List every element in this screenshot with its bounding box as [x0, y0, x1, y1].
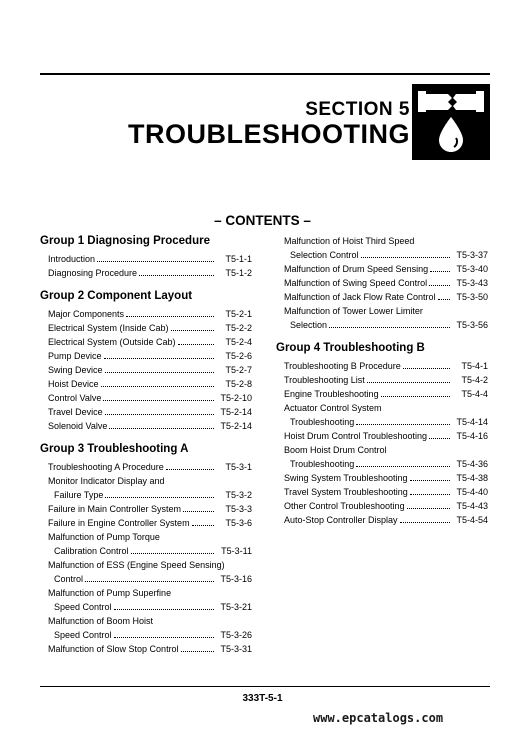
toc-entry-title: Engine Troubleshooting [284, 389, 379, 399]
toc-page-ref: T5-4-43 [456, 501, 488, 511]
toc-leader-dots [430, 271, 450, 272]
toc-page-ref: T5-3-21 [220, 602, 252, 612]
toc-entry-line [40, 321, 252, 335]
toc-entry[interactable] [40, 474, 252, 502]
toc-page-ref: T5-2-8 [225, 379, 252, 389]
toc-entry-line [40, 460, 252, 474]
toc-entry[interactable] [40, 405, 252, 419]
toc-entry-line [40, 488, 252, 502]
toc-column-left [40, 234, 252, 656]
toc-leader-dots [429, 285, 450, 286]
toc-entry-line [276, 499, 488, 513]
toc-page-ref: T5-3-31 [220, 644, 252, 654]
toc-entry-line [40, 266, 252, 280]
toc-entry[interactable] [276, 262, 488, 276]
toc-entry-title: Failure Type [54, 490, 104, 500]
toc-entry[interactable] [40, 502, 252, 516]
toc-page-ref: T5-2-6 [225, 351, 252, 361]
toc-entry-line [276, 485, 488, 499]
toc-leader-dots [103, 400, 214, 401]
toc-entry[interactable] [40, 558, 252, 586]
toc-page-ref: T5-4-4 [461, 389, 488, 399]
toc-page-ref: T5-3-43 [456, 278, 488, 288]
toc-entry-title: Auto-Stop Controller Display [284, 515, 398, 525]
toc-entry-line [276, 290, 488, 304]
toc-page-ref: T5-2-10 [220, 393, 252, 403]
toc-leader-dots [105, 497, 214, 498]
toc-entry-line [276, 401, 488, 415]
toc-entry-line [276, 457, 488, 471]
toc-entry-line [276, 387, 488, 401]
toc-page-ref: T5-4-14 [456, 417, 488, 427]
toc-entry-title: Electrical System (Inside Cab) [48, 323, 169, 333]
toc-entry-title: Malfunction of Tower Lower Limiter [284, 306, 423, 316]
toc-entry[interactable] [276, 359, 488, 373]
toc-leader-dots [105, 414, 214, 415]
toc-leader-dots [85, 581, 214, 582]
toc-entry-line [40, 405, 252, 419]
toc-entry[interactable] [276, 471, 488, 485]
toc-leader-dots [105, 372, 214, 373]
toc-entry-line [40, 252, 252, 266]
toc-entry-line [40, 614, 252, 628]
toc-entry-title: Travel Device [48, 407, 103, 417]
toc-entry-line [40, 502, 252, 516]
toc-entry[interactable] [40, 391, 252, 405]
toc-page-ref: T5-1-2 [225, 268, 252, 278]
toc-entry[interactable] [276, 304, 488, 332]
toc-entry[interactable] [40, 321, 252, 335]
toc-entry[interactable] [40, 642, 252, 656]
toc-entry-title: Malfunction of Hoist Third Speed [284, 236, 415, 246]
toc-leader-dots [356, 466, 450, 467]
toc-page-ref: T5-4-38 [456, 473, 488, 483]
toc-page-ref: T5-3-40 [456, 264, 488, 274]
toc-entry-title: Control Valve [48, 393, 102, 403]
toc-leader-dots [410, 480, 450, 481]
toc-entry-title: Troubleshooting A Procedure [48, 462, 164, 472]
toc-entry-line [276, 373, 488, 387]
toc-entry-title: Selection Control [290, 250, 359, 260]
toc-entry-title: Calibration Control [54, 546, 129, 556]
toc-entry[interactable] [40, 363, 252, 377]
toc-entry[interactable] [276, 429, 488, 443]
toc-entry-title: Malfunction of Drum Speed Sensing [284, 264, 429, 274]
top-rule [40, 73, 490, 75]
toc-leader-dots [381, 396, 450, 397]
toc-entry-title: Introduction [48, 254, 96, 264]
toc-page-ref: T5-3-50 [456, 292, 488, 302]
toc-leader-dots [97, 261, 214, 262]
toc-entry-title: Troubleshooting [290, 417, 355, 427]
toc-entry[interactable] [40, 530, 252, 558]
toc-entry[interactable] [40, 307, 252, 321]
toc-page-ref: T5-3-37 [456, 250, 488, 260]
toc-entry-title: Troubleshooting B Procedure [284, 361, 401, 371]
toc-leader-dots [181, 651, 214, 652]
toc-entry-line [276, 318, 488, 332]
toc-entry-title: Monitor Indicator Display and [48, 476, 165, 486]
toc-entry-line [40, 628, 252, 642]
toc-page-ref: T5-2-7 [225, 365, 252, 375]
toc-entry-line [40, 307, 252, 321]
toc-entry[interactable] [40, 614, 252, 642]
toc-leader-dots [361, 257, 450, 258]
toc-entry-title: Swing System Troubleshooting [284, 473, 408, 483]
toc-page-ref: T5-1-1 [225, 254, 252, 264]
toc-leader-dots [131, 553, 214, 554]
toc-entry-line [276, 304, 488, 318]
toc-leader-dots [183, 511, 214, 512]
toc-entry-title: Malfunction of Pump Torque [48, 532, 160, 542]
toc-entry[interactable] [276, 373, 488, 387]
toc-entry-line [40, 544, 252, 558]
toc-entry[interactable] [40, 335, 252, 349]
toc-page-ref: T5-2-4 [225, 337, 252, 347]
toc-entry-title: Other Control Troubleshooting [284, 501, 405, 511]
toc-page-ref: T5-4-1 [461, 361, 488, 371]
toc-entry-line [40, 558, 252, 572]
toc-entry-title: Swing Device [48, 365, 103, 375]
toc-column-right [276, 234, 488, 527]
toc-page-ref: T5-2-14 [220, 407, 252, 417]
toc-entry-title: Malfunction of Jack Flow Rate Control [284, 292, 436, 302]
toc-page-ref: T5-2-1 [225, 309, 252, 319]
toc-leader-dots [139, 275, 214, 276]
toc-page-ref: T5-4-2 [461, 375, 488, 385]
toc-leader-dots [403, 368, 450, 369]
toc-page-ref: T5-3-16 [220, 574, 252, 584]
toc-entry-title: Malfunction of ESS (Engine Speed Sensing) [48, 560, 225, 570]
toc-page-ref: T5-4-54 [456, 515, 488, 525]
toc-leader-dots [367, 382, 450, 383]
toc-page-ref: T5-2-2 [225, 323, 252, 333]
toc-entry[interactable] [276, 513, 488, 527]
toc-entry[interactable] [276, 290, 488, 304]
toc-page-ref: T5-3-2 [225, 490, 252, 500]
toc-leader-dots [329, 327, 450, 328]
toc-entry-title: Malfunction of Pump Superfine [48, 588, 172, 598]
toc-entry-line [40, 419, 252, 433]
toc-entry-title: Hoist Device [48, 379, 99, 389]
toc-leader-dots [126, 316, 214, 317]
toc-entry[interactable] [276, 499, 488, 513]
toc-entry-title: Diagnosing Procedure [48, 268, 138, 278]
toc-leader-dots [192, 525, 214, 526]
toc-entry-title: Selection [290, 320, 328, 330]
toc-entry-title: Control [54, 574, 84, 584]
toc-leader-dots [109, 428, 214, 429]
toc-entry-title: Speed Control [54, 630, 112, 640]
toc-entry[interactable] [276, 276, 488, 290]
toc-page-ref: T5-3-1 [225, 462, 252, 472]
toc-leader-dots [356, 424, 450, 425]
toc-entry[interactable] [276, 234, 488, 262]
toc-entry-line [276, 248, 488, 262]
toc-entry[interactable] [40, 419, 252, 433]
toc-entry[interactable] [40, 252, 252, 266]
toc-leader-dots [114, 609, 214, 610]
toc-page-ref: T5-4-16 [456, 431, 488, 441]
toc-leader-dots [101, 386, 214, 387]
toc-leader-dots [429, 438, 450, 439]
toc-entry-title: Electrical System (Outside Cab) [48, 337, 176, 347]
toc-entry-line [40, 572, 252, 586]
toc-entry-title: Malfunction of Boom Hoist [48, 616, 154, 626]
toc-entry-title: Major Components [48, 309, 125, 319]
toc-entry[interactable] [40, 349, 252, 363]
toc-leader-dots [438, 299, 450, 300]
toc-entry-line [40, 600, 252, 614]
toc-entry-title: Malfunction of Slow Stop Control [48, 644, 179, 654]
toc-entry-line [40, 349, 252, 363]
toc-leader-dots [104, 358, 214, 359]
toc-page-ref: T5-4-40 [456, 487, 488, 497]
toc-entry-line [276, 415, 488, 429]
toc-entry-line [40, 530, 252, 544]
toc-entry-line [276, 429, 488, 443]
toc-leader-dots [410, 494, 450, 495]
toc-entry-line [276, 359, 488, 373]
toc-entry-title: Troubleshooting List [284, 375, 365, 385]
toc-entry-line [40, 335, 252, 349]
watermark: www.epcatalogs.com [313, 711, 444, 725]
toc-entry-line [276, 471, 488, 485]
toc-entry-line [276, 443, 488, 457]
toc-leader-dots [114, 637, 214, 638]
toc-entry-title: Travel System Troubleshooting [284, 487, 408, 497]
toc-entry-title: Pump Device [48, 351, 102, 361]
page-number: 333T-5-1 [242, 693, 283, 704]
toc-leader-dots [407, 508, 450, 509]
toc-page-ref: T5-4-36 [456, 459, 488, 469]
toc-entry[interactable] [40, 266, 252, 280]
toc-group-heading: Group 2 Component Layout [40, 290, 193, 302]
section-title: TROUBLESHOOTING [128, 119, 410, 149]
toc-entry-title: Boom Hoist Drum Control [284, 445, 387, 455]
toc-entry-line [276, 513, 488, 527]
toc-entry[interactable] [40, 377, 252, 391]
toc-entry-line [40, 516, 252, 530]
toc-page-ref: T5-3-26 [220, 630, 252, 640]
toc-entry[interactable] [276, 401, 488, 429]
toc-entry[interactable] [40, 516, 252, 530]
toc-entry[interactable] [40, 460, 252, 474]
toc-entry-title: Failure in Engine Controller System [48, 518, 190, 528]
toc-page-ref: T5-3-11 [221, 546, 252, 556]
toc-entry-title: Troubleshooting [290, 459, 355, 469]
toc-entry-title: Malfunction of Swing Speed Control [284, 278, 428, 288]
toc-entry-line [276, 276, 488, 290]
toc-entry[interactable] [276, 387, 488, 401]
toc-entry-line [276, 234, 488, 248]
toc-leader-dots [178, 344, 214, 345]
toc-group-heading: Group 1 Diagnosing Procedure [40, 235, 210, 247]
toc-entry-line [40, 474, 252, 488]
toc-page-ref: T5-3-3 [225, 504, 252, 514]
toc-entry-line [40, 377, 252, 391]
toc-entry-title: Speed Control [54, 602, 112, 612]
contents-heading: – CONTENTS – [214, 213, 311, 228]
toc-entry[interactable] [276, 443, 488, 471]
bottom-rule [40, 686, 490, 687]
toc-entry[interactable] [40, 586, 252, 614]
toc-entry-title: Failure in Main Controller System [48, 504, 182, 514]
toc-entry-title: Hoist Drum Control Troubleshooting [284, 431, 428, 441]
toc-entry-line [40, 391, 252, 405]
pipe-drip-icon [412, 84, 490, 160]
toc-group-heading: Group 4 Troubleshooting B [276, 342, 425, 354]
toc-group-heading: Group 3 Troubleshooting A [40, 443, 189, 455]
toc-entry-line [40, 363, 252, 377]
toc-page-ref: T5-2-14 [220, 421, 252, 431]
toc-entry-line [276, 262, 488, 276]
toc-leader-dots [400, 522, 450, 523]
toc-entry-title: Actuator Control System [284, 403, 382, 413]
toc-entry-line [40, 642, 252, 656]
toc-page-ref: T5-3-6 [225, 518, 252, 528]
toc-leader-dots [171, 330, 214, 331]
toc-page-ref: T5-3-56 [456, 320, 488, 330]
toc-leader-dots [166, 469, 214, 470]
toc-entry[interactable] [276, 485, 488, 499]
toc-entry-title: Solenoid Valve [48, 421, 108, 431]
toc-entry-line [40, 586, 252, 600]
section-label: SECTION 5 [305, 99, 410, 120]
